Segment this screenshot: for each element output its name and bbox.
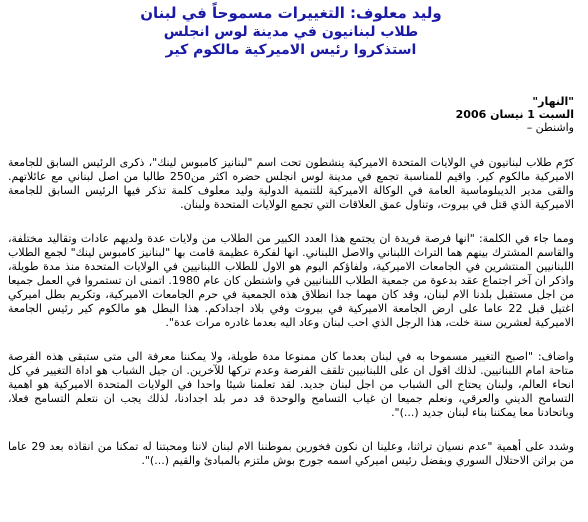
headline-block: [8, 4, 574, 59]
paragraph: واضاف: "اصبح التغيير مسموحا به في لبنان بعدما كان ممنوعا مدة طويلة، ولا يمكننا معرفة الى متى ستبقى هذه الفرصة متاحة امام اللبنانيين. لذلك اقول ان على اللبنانيين تلقف الفرصة وعدم تركها للآخرين. ان جيل الشباب هو اداة التغيير في كل انحاء العالم، ولبنان يحتاج الى الشباب من اجل لبنان جديد. لقد تعلمنا شيئا واحدا في الولايات المتحدة الاميركية هو اهمية التسامح الديني والعرقي، ونعلم جميعا ان غياب التسامح والوحدة قد دمر بلد اجدادنا، لذلك يجب ان نتعلم التسامح فعلا، وباتحادنا معا يمكننا بناء لبنان جديد (...)".: [8, 350, 574, 419]
publish-date: السبت 1 نيسان 2006: [455, 108, 574, 121]
headline-line-2: طلاب لبنانيون في مدينة لوس انجلس: [163, 24, 419, 40]
headline-line-3: استذكروا رئيس الاميركية مالكوم كير: [165, 42, 417, 58]
article-meta: [8, 95, 574, 134]
paragraph: وشدد على أهمية "عدم نسيان تراثنا، وعلينا ان نكون فخورين بموطننا الام لبنان لاننا ومحبتنا له تمكنا من انقاذه بعد 29 عاما من براثن الاحتلال السوري وبفضل رئيس اميركي اسمه جورج بوش ملتزم بالمبادئ والقيم (...)".: [8, 440, 575, 467]
source-name: "النهار": [532, 95, 574, 108]
dateline-location: واشنطن –: [526, 121, 574, 134]
article-body: [8, 156, 574, 468]
paragraph: ومما جاء في الكلمة: "انها فرصة فريدة ان يجتمع هذا العدد الكبير من الطلاب من ولايات عدة ولديهم عادات وتقاليد مختلفة، والقاسم المشترك بينهم هما التراث اللبناني والاصل اللبناني. انها لفكرة عظيمة قامت بها "لبنانيز كامبوس لينك" لجمع الطلاب اللبنانيين المنتشرين في الجامعات الاميركية، ولفاؤكم اليوم هو الاول للطلاب اللبنانيين في الولايات المتحدة منذ مدة طويلة، واذكر ان آخر اجتماع عقد بدعوة من جمعية الطلاب اللبنانيين في واشنطن كان عام 1980. اتمنى ان تستمروا في العمل جميعا من اجل مستقبل بلدنا الام لبنان، وقد كان مهما جدا انطلاق هذه الجمعية في حرم الجامعات الاميركية، وتكريم بطل اميركي اغتيل قبل 22 عاما على ارض الجامعة الاميركية في بيروت وفي بلاد اجدادكم. هذا البطل هو مالكوم كير رئيس الجامعة الاميركية لعشرين سنة خلت، هذا الرجل الذي احب لبنان وعاد اليه بعدما غادره مرات عدة".: [8, 232, 575, 329]
headline-line-1: وليد معلوف: التغييرات مسموحاً في لبنان: [140, 4, 442, 22]
paragraph: كرّم طلاب لبنانيون في الولايات المتحدة الاميركية ينشطون تحت اسم "لبنانيز كامبوس لينك"، ذكرى الرئيس السابق للجامعة الاميركية مالكوم كير. واقيم للمناسبة تجمع في مدينة لوس انجلس حضره اكثر من250 طالبا من اصل لبناني مع عائلاتهم. والقى مدير الديبلوماسية العامة في الوكالة الاميركية للتنمية الدولية وليد معلوف كلمة تذكر فيها الرئيس السابق للجامعة الاميركية الذي قتل في بيروت، وتناول عمق العلاقات التي تجمع الولايات المتحدة ولبنان.: [8, 156, 574, 211]
